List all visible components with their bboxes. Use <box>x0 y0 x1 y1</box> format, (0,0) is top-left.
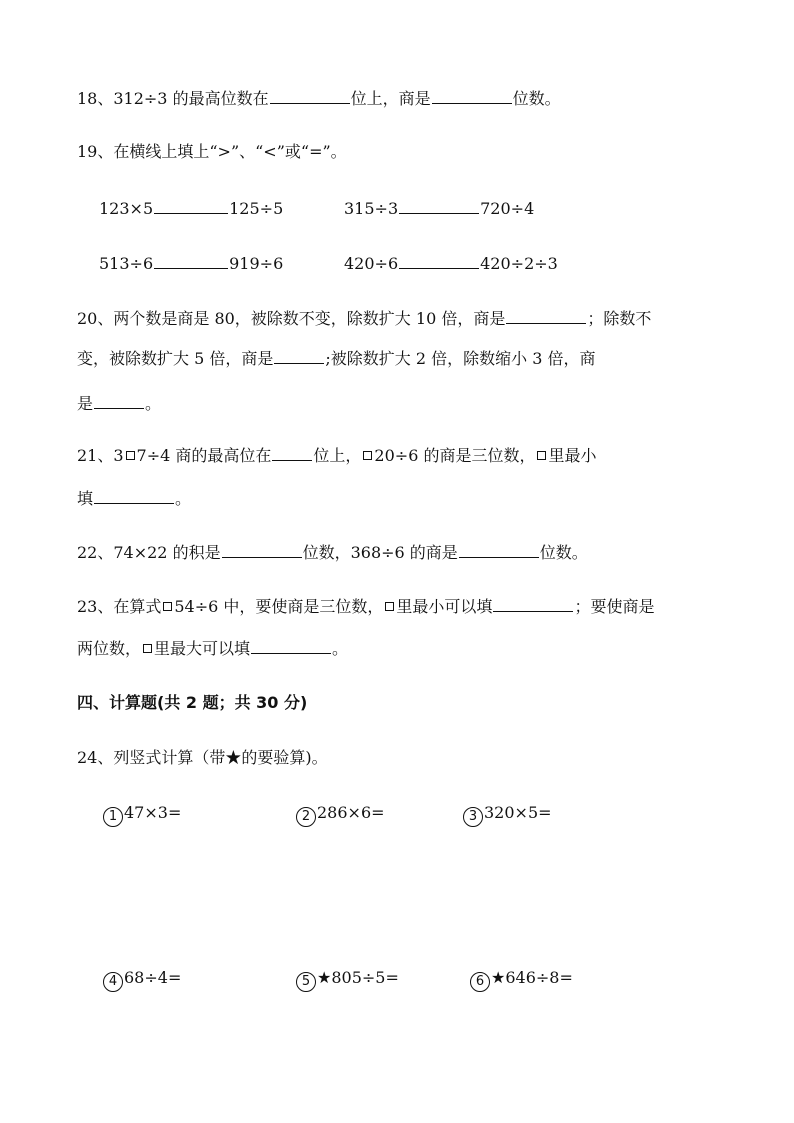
calc-item <box>103 803 181 827</box>
q21-text: 。 <box>175 489 192 508</box>
compare-right: 420÷2÷3 <box>480 254 558 273</box>
question-21-line2 <box>77 488 191 509</box>
digit-box <box>537 451 546 460</box>
circled-number: 1 <box>103 807 123 827</box>
digit-box <box>363 451 372 460</box>
calc-item <box>470 968 573 992</box>
q18-text: 18、312÷3 的最高位数在 <box>77 89 269 108</box>
answer-blank[interactable] <box>154 253 228 269</box>
q23-text: 两位数， <box>77 639 142 658</box>
question-20-line1 <box>77 308 651 329</box>
q23-text: 。 <box>332 639 349 658</box>
answer-blank[interactable] <box>459 542 539 558</box>
question-19-title: 19、在横线上填上“>”、“<”或“=”。 <box>77 142 347 161</box>
q20-text: 是 <box>77 394 94 413</box>
digit-box <box>126 451 135 460</box>
q20-text: 变，被除数扩大 5 倍，商是 <box>77 349 274 368</box>
circled-number: 6 <box>470 972 490 992</box>
circled-number: 3 <box>463 807 483 827</box>
compare-left: 420÷6 <box>344 254 399 273</box>
question-22 <box>77 542 588 563</box>
q20-text: 。 <box>145 394 162 413</box>
digit-box <box>143 644 152 653</box>
answer-blank[interactable] <box>432 88 512 104</box>
circled-number: 5 <box>296 972 316 992</box>
question-18 <box>77 88 561 109</box>
q23-text: 里最小可以填 <box>396 597 493 616</box>
q22-text: 位数，368÷6 的商是 <box>302 543 458 562</box>
calc-item <box>296 968 399 992</box>
answer-blank[interactable] <box>399 198 479 214</box>
q23-text: ；要使商是 <box>574 597 655 616</box>
compare-left: 315÷3 <box>344 199 399 218</box>
answer-blank[interactable] <box>94 488 174 504</box>
calc-expression: ★805÷5= <box>317 968 399 987</box>
digit-box <box>163 602 172 611</box>
q21-text: 位上， <box>313 446 362 465</box>
question-20-line3 <box>77 393 161 414</box>
compare-right: 125÷5 <box>229 199 284 218</box>
compare-item <box>99 253 283 274</box>
compare-left: 123×5 <box>99 199 154 218</box>
calc-expression: ★646÷8= <box>491 968 573 987</box>
calc-expression: 320×5= <box>484 803 552 822</box>
answer-blank[interactable] <box>94 393 144 409</box>
q20-text: ；除数不 <box>587 309 652 328</box>
compare-left: 513÷6 <box>99 254 154 273</box>
answer-blank[interactable] <box>154 198 228 214</box>
q21-text: 7÷4 商的最高位在 <box>136 446 272 465</box>
circled-number: 4 <box>103 972 123 992</box>
question-23-line2 <box>77 638 348 659</box>
calc-expression: 286×6= <box>317 803 385 822</box>
calc-item <box>296 803 385 827</box>
answer-blank[interactable] <box>399 253 479 269</box>
answer-blank[interactable] <box>506 308 586 324</box>
q21-text: 里最小 <box>548 446 597 465</box>
q22-text: 位数。 <box>539 543 588 562</box>
calc-expression: 68÷4= <box>124 968 182 987</box>
q23-text: 23、在算式 <box>77 597 162 616</box>
q23-text: 54÷6 中，要使商是三位数， <box>174 597 384 616</box>
calc-item <box>103 968 181 992</box>
compare-item <box>99 198 283 219</box>
circled-number: 2 <box>296 807 316 827</box>
answer-blank[interactable] <box>222 542 302 558</box>
question-23-line1 <box>77 596 654 617</box>
question-24-title: 24、列竖式计算（带★的要验算)。 <box>77 748 328 767</box>
digit-box <box>385 602 394 611</box>
question-20-line2 <box>77 348 595 369</box>
answer-blank[interactable] <box>251 638 331 654</box>
q18-text: 位数。 <box>512 89 561 108</box>
q18-text: 位上，商是 <box>350 89 431 108</box>
compare-right: 720÷4 <box>480 199 535 218</box>
question-21-line1 <box>77 445 596 466</box>
q21-text: 20÷6 的商是三位数， <box>374 446 536 465</box>
section-4-heading: 四、计算题(共 2 题；共 30 分) <box>77 693 308 712</box>
calc-item <box>463 803 552 827</box>
q22-text: 22、74×22 的积是 <box>77 543 221 562</box>
answer-blank[interactable] <box>270 88 350 104</box>
answer-blank[interactable] <box>493 596 573 612</box>
q20-text: 20、两个数是商是 80，被除数不变，除数扩大 10 倍，商是 <box>77 309 506 328</box>
compare-item <box>344 198 534 219</box>
answer-blank[interactable] <box>274 348 324 364</box>
q21-text: 填 <box>77 489 94 508</box>
compare-right: 919÷6 <box>229 254 284 273</box>
answer-blank[interactable] <box>272 445 312 461</box>
q23-text: 里最大可以填 <box>154 639 251 658</box>
q21-text: 21、3 <box>77 446 124 465</box>
calc-expression: 47×3= <box>124 803 182 822</box>
compare-item <box>344 253 558 274</box>
q20-text: ;被除数扩大 2 倍，除数缩小 3 倍，商 <box>325 349 596 368</box>
